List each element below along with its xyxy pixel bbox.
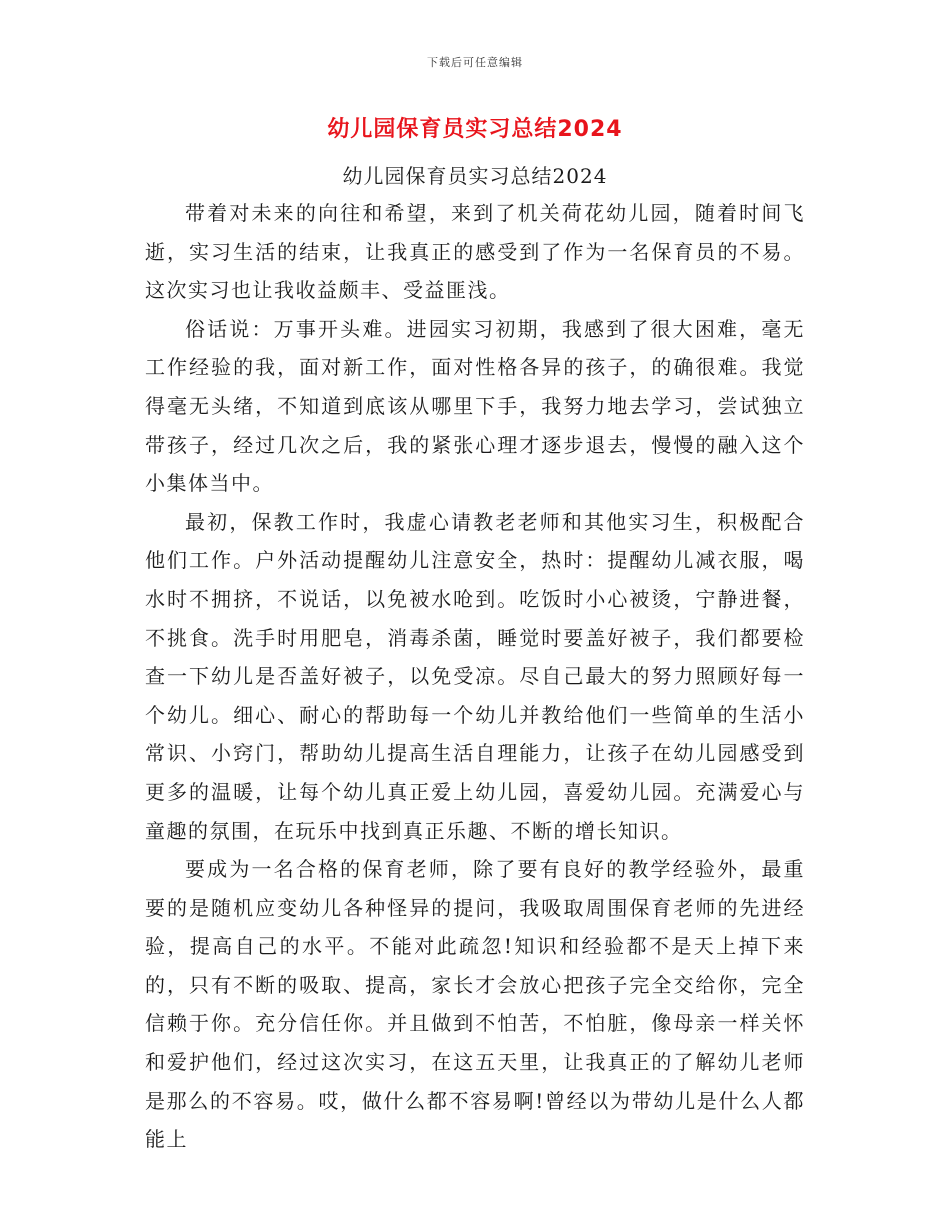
- document-title: 幼儿园保育员实习总结2024: [327, 117, 623, 142]
- paragraph-2: 俗话说：万事开头难。进园实习初期，我感到了很大困难，毫无工作经验的我，面对新工作，面对性格各异的孩子，的确很难。我觉得毫无头绪，不知道到底该从哪里下手，我努力地去学习，尝试独立带孩子，经过几次之后，我的紧张心理才逐步退去，慢慢的融入这个小集体当中。: [145, 316, 805, 496]
- document-body: [145, 194, 805, 1159]
- document-subtitle: 幼儿园保育员实习总结2024: [342, 164, 608, 188]
- paragraph-3: 最初，保教工作时，我虚心请教老老师和其他实习生，积极配合他们工作。户外活动提醒幼儿注意安全，热时：提醒幼儿减衣服，喝水时不拥挤，不说话，以免被水呛到。吃饭时小心被烫，宁静进餐，不挑食。洗手时用肥皂，消毒杀菌，睡觉时要盖好被子，我们都要检查一下幼儿是否盖好被子，以免受凉。尽自己最大的努力照顾好每一个幼儿。细心、耐心的帮助每一个幼儿并教给他们一些简单的生活小常识、小窍门，帮助幼儿提高生活自理能力，让孩子在幼儿园感受到更多的温暖，让每个幼儿真正爱上幼儿园，喜爱幼儿园。充满爱心与童趣的氛围，在玩乐中找到真正乐趣、不断的增长知识。: [145, 509, 805, 843]
- header-note: 下载后可任意编辑: [427, 56, 523, 69]
- paragraph-1: 带着对未来的向往和希望，来到了机关荷花幼儿园，随着时间飞逝，实习生活的结束，让我真正的感受到了作为一名保育员的不易。这次实习也让我收益颇丰、受益匪浅。: [145, 201, 805, 303]
- paragraph-4: 要成为一名合格的保育老师，除了要有良好的教学经验外，最重要的是随机应变幼儿各种怪异的提问，我吸取周围保育老师的先进经验，提高自己的水平。不能对此疏忽!知识和经验都不是天上掉下来的，只有不断的吸取、提高，家长才会放心把孩子完全交给你，完全信赖于你。充分信任你。并且做到不怕苦，不怕脏，像母亲一样关怀和爱护他们，经过这次实习，在这五天里，让我真正的了解幼儿老师是那么的不容易。哎，做什么都不容易啊!曾经以为带幼儿是什么人都能上: [145, 857, 805, 1152]
